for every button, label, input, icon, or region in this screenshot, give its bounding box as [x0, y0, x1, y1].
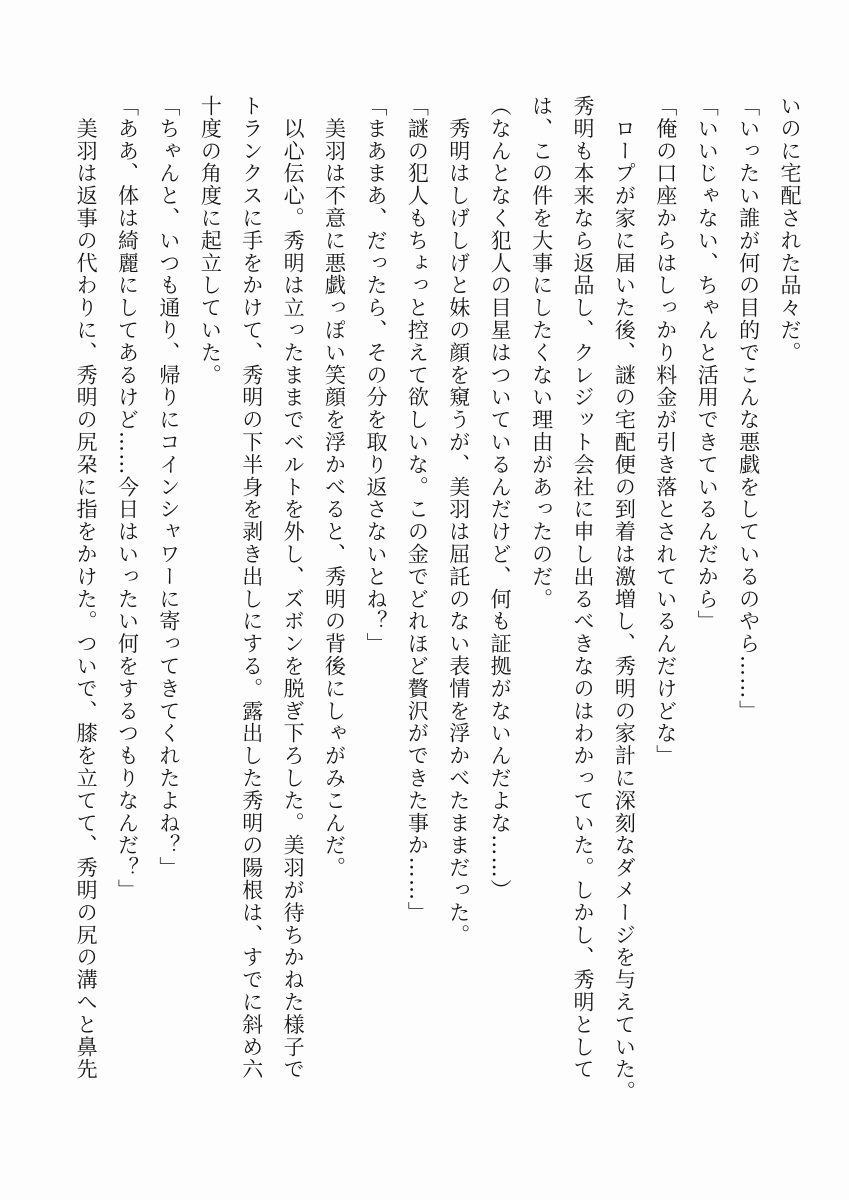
text-line: トランクスに手をかけて、秀明の下半身を剥き出しにする。露出した秀明の陽根は、すでに斜め六	[239, 95, 264, 1081]
text-line: 美羽は返事の代わりに、秀明の尻朶に指をかけた。ついで、膝を立てて、秀明の尻の溝へと鼻先	[74, 95, 99, 1081]
text-line: 「まあまあ、だったら、その分を取り返さないとね？」	[363, 95, 388, 655]
text-line: 美羽は不意に悪戯っぽい笑顔を浮かべると、秀明の背後にしゃがみこんだ。	[322, 95, 347, 879]
text-line: 「いいじゃない、ちゃんと活用できているんだから」	[695, 95, 720, 633]
text-line: 秀明も本来なら返品し、クレジット会社に申し出るべきなのはわかっていた。しかし、秀明として	[570, 95, 595, 1081]
text-line: ロープが家に届いた後、謎の宅配便の到着は激増し、秀明の家計に深刻なダメージを与えていた。	[612, 95, 637, 1103]
text-line: （なんとなく犯人の目星はついているんだけど、何も証拠がないんだよな……）	[488, 95, 513, 902]
text-line: 以心伝心。秀明は立ったままでベルトを外し、ズボンを脱ぎ下ろした。美羽が待ちかねた様子で	[281, 95, 306, 1081]
text-line: 「俺の口座からはしっかり料金が引き落とされているんだけどな」	[653, 95, 678, 767]
text-line: は、この件を大事にしたくない理由があったのだ。	[529, 95, 554, 611]
novel-page	[64, 95, 810, 1105]
text-line: 「謎の犯人もちょっと控えて欲しいな。この金でどれほど贅沢ができた事か……」	[405, 95, 430, 924]
text-line: いのに宅配された品々だ。	[778, 95, 802, 364]
text-line: 秀明はしげしげと妹の顔を窺うが、美羽は屈託のない表情を浮かべたままだった。	[446, 95, 471, 947]
text-line: 「ちゃんと、いつも通り、帰りにコインシャワーに寄ってきてくれたよね？」	[156, 95, 181, 879]
text-line: 十度の角度に起立していた。	[198, 95, 223, 387]
text-line: 「いったい誰が何の目的でこんな悪戯をしているのやら……」	[736, 95, 761, 723]
text-line: 「ああ、体は綺麗にしてあるけど……今日はいったい何をするつもりなんだ？」	[115, 95, 140, 902]
